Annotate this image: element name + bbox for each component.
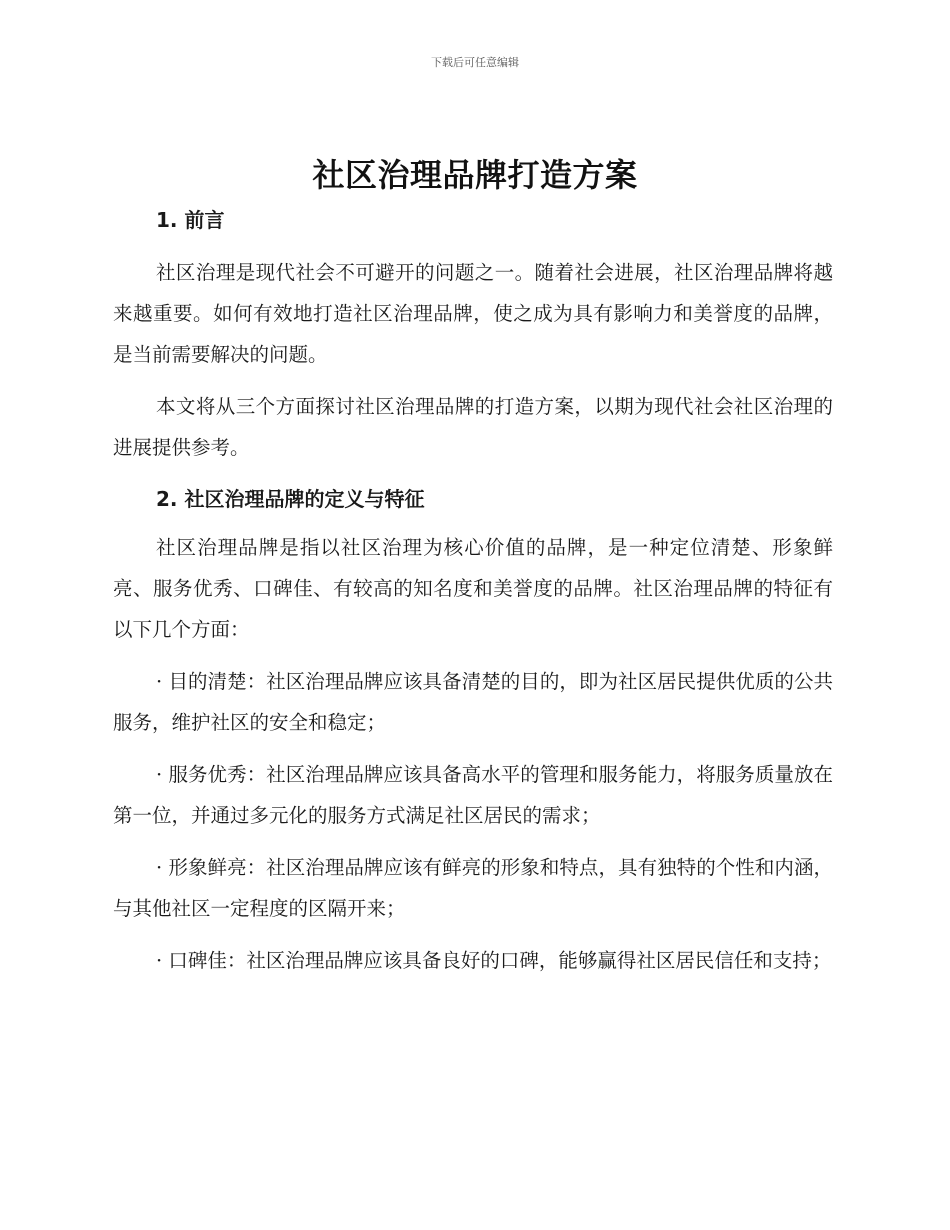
paragraph: 社区治理是现代社会不可避开的问题之一。随着社会进展，社区治理品牌将越来越重要。如何有效地打造社区治理品牌，使之成为具有影响力和美誉度的品牌，是当前需要解决的问题。 <box>113 261 833 366</box>
bullet-paragraph: · 形象鲜亮：社区治理品牌应该有鲜亮的形象和特点，具有独特的个性和内涵，与其他社区一定程度的区隔开来； <box>113 856 833 920</box>
document-body <box>113 200 833 992</box>
bullet-paragraph: · 服务优秀：社区治理品牌应该具备高水平的管理和服务能力，将服务质量放在第一位，并通过多元化的服务方式满足社区居民的需求； <box>113 763 833 827</box>
document-title: 社区治理品牌打造方案 <box>312 156 638 194</box>
section-heading-definition: 2. 社区治理品牌的定义与特征 <box>156 487 425 511</box>
bullet-paragraph: · 口碑佳：社区治理品牌应该具备良好的口碑，能够赢得社区居民信任和支持； <box>156 949 832 972</box>
page-header-note: 下载后可任意编辑 <box>431 56 519 69</box>
paragraph: 本文将从三个方面探讨社区治理品牌的打造方案，以期为现代社会社区治理的进展提供参考。 <box>113 395 833 459</box>
paragraph: 社区治理品牌是指以社区治理为核心价值的品牌，是一种定位清楚、形象鲜亮、服务优秀、口碑佳、有较高的知名度和美誉度的品牌。社区治理品牌的特征有以下几个方面： <box>113 536 833 641</box>
bullet-paragraph: · 目的清楚：社区治理品牌应该具备清楚的目的，即为社区居民提供优质的公共服务，维护社区的安全和稳定； <box>113 670 833 734</box>
section-heading-preface: 1. 前言 <box>156 208 225 232</box>
